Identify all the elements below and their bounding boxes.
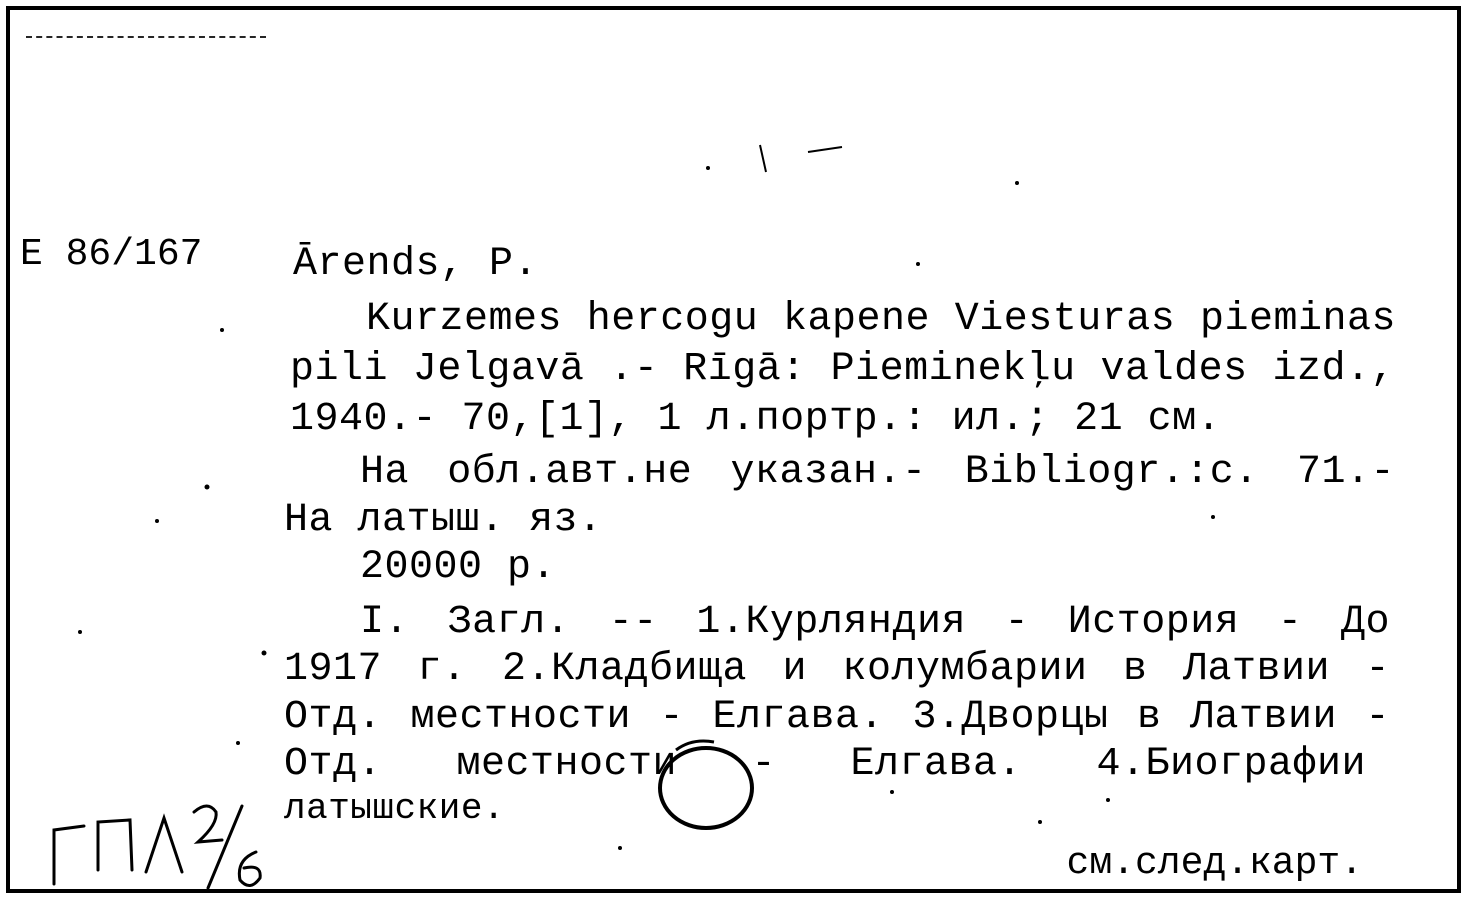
ink-circle-mark xyxy=(642,720,762,830)
price: 20000 р. xyxy=(360,545,557,590)
shelfmark: E 86/167 xyxy=(20,233,203,276)
subject-line-2: 1917 г. 2.Кладбища и колумбарии в Латвии - xyxy=(284,647,1390,692)
handwritten-note xyxy=(40,800,280,892)
title-line-1: Kurzemes hercogu kapene Viesturas pieminas xyxy=(366,297,1396,342)
notes-line-2: На латыш. яз. xyxy=(284,498,603,543)
continued-on-next-card: см.след.карт. xyxy=(1066,842,1363,885)
top-dashed-line xyxy=(26,36,266,42)
subject-line-5: латышские. xyxy=(284,788,506,829)
subject-line-4: Отд. местности - Елгава. 4.Биографии xyxy=(284,742,1366,787)
title-line-2: pili Jelgavā .- Rīgā: Pieminekļu valdes izd., xyxy=(290,347,1395,392)
subject-line-3: Отд. местности - Елгава. 3.Дворцы в Латвии - xyxy=(284,695,1390,740)
title-line-3: 1940.- 70,[1], 1 л.портр.: ил.; 21 см. xyxy=(290,397,1222,442)
subject-line-1: I. Загл. -- 1.Курляндия - История - До xyxy=(360,600,1390,645)
author-heading: Ārends, P. xyxy=(293,242,539,287)
notes-line-1: На обл.авт.не указан.- Bibliogr.:с. 71.- xyxy=(360,450,1395,495)
